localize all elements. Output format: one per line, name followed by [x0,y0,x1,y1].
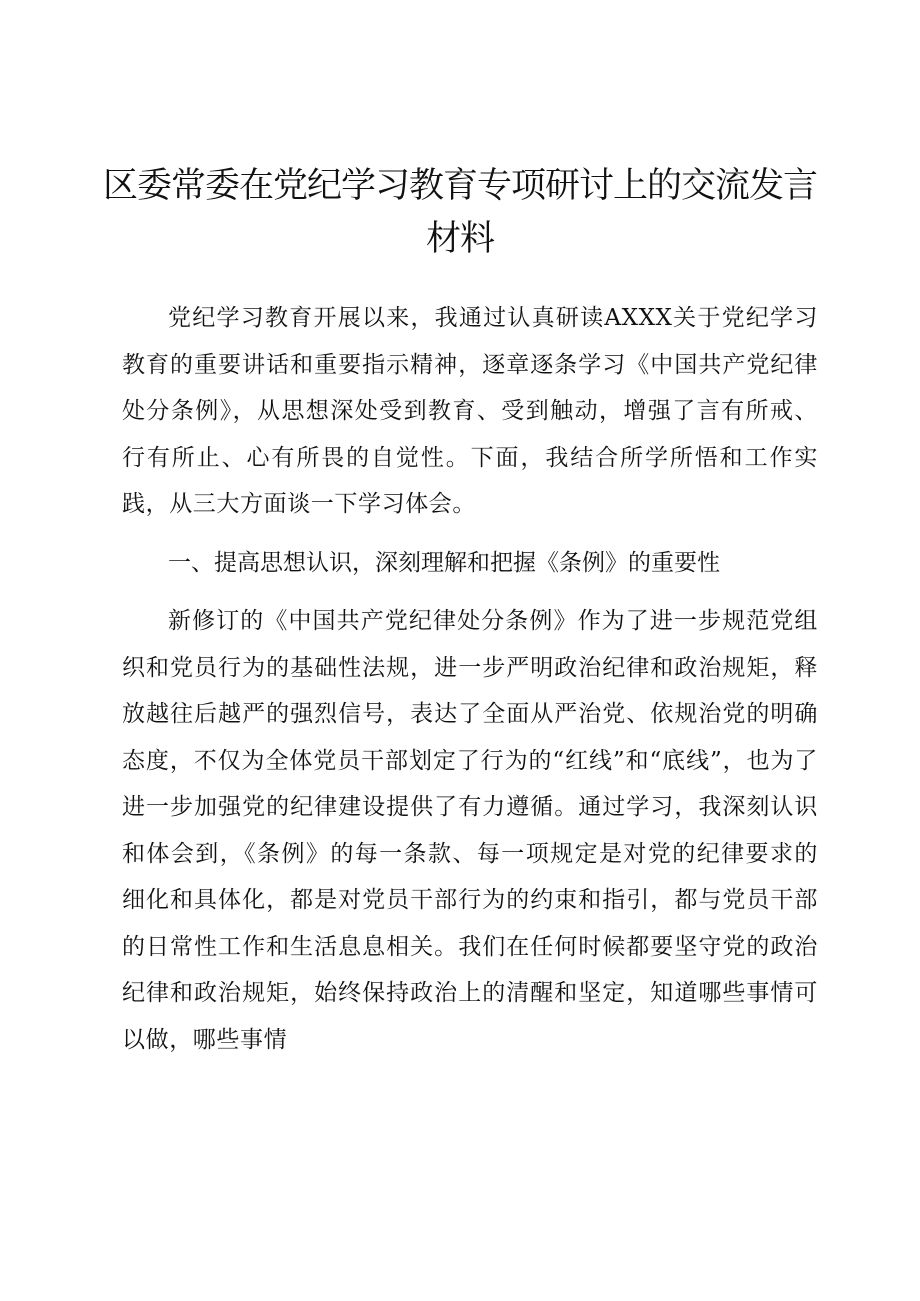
section-heading: 一、提高思想认识，深刻理解和把握《条例》的重要性 [168,549,720,576]
intro-paragraph: 党纪学习教育开展以来，我通过认真研读AXXX关于党纪学习教育的重要讲话和重要指示精神，逐章逐条学习《中国共产党纪律处分条例》，从思想深处受到教育、受到触动，增强了言有所戒、行有所止、心有所畏的自觉性。下面，我结合所学所悟和工作实践，从三大方面谈一下学习体会。 [122,305,818,517]
document-title: 区委常委在党纪学习教育专项研讨上的交流发言材料 [102,166,817,259]
section-paragraph: 新修订的《中国共产党纪律处分条例》作为了进一步规范党组织和党员行为的基础性法规，进一步严明政治纪律和政治规矩，释放越往后越严的强烈信号，表达了全面从严治党、依规治党的明确态度，不仅为全体党员干部划定了行为的“红线”和“底线”，也为了进一步加强党的纪律建设提供了有力遵循。通过学习，我深刻认识和体会到，《条例》的每一条款、每一项规定是对党的纪律要求的细化和具体化，都是对党员干部行为的约束和指引，都与党员干部的日常性工作和生活息息相关。我们在任何时候都要坚守党的政治纪律和政治规矩，始终保持政治上的清醒和坚定，知道哪些事情可以做，哪些事情 [122,608,818,1053]
document-body [122,295,818,1063]
